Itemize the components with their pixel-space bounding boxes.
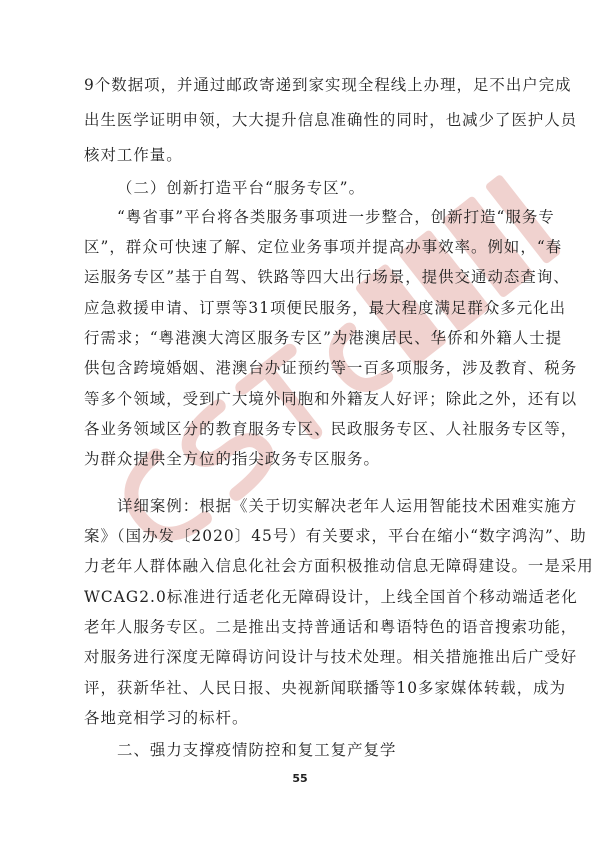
paragraph-line: 核对工作量。 bbox=[84, 146, 183, 164]
case-paragraph-line: 详细案例：根据《关于切实解决老年人运用智能技术困难实施方 bbox=[117, 497, 578, 515]
case-paragraph-line: 案》（国办发〔2020〕45号）有关要求，平台在缩小“数字鸿沟”、助 bbox=[84, 527, 587, 545]
paragraph-line: 应急救援申请、订票等31项便民服务，最大程度满足群众多元化出 bbox=[84, 299, 567, 317]
paragraph-line: 等多个领域，受到广大境外同胞和外籍友人好评；除此之外，还有以 bbox=[84, 390, 578, 408]
section-heading: 二、强力支撑疫情防控和复工复产复学 bbox=[117, 741, 397, 759]
paragraph-line: 供包含跨境婚姻、港澳台办证预约等一百多项服务，涉及教育、税务 bbox=[84, 359, 578, 377]
paragraph-line: 区”，群众可快速了解、定位业务事项并提高办事效率。例如，“春 bbox=[84, 238, 563, 256]
case-paragraph-line: 各地竞相学习的标杆。 bbox=[84, 709, 249, 727]
paragraph-line: 行需求；“粤港澳大湾区服务专区”为港澳居民、华侨和外籍人士提 bbox=[84, 329, 563, 347]
paragraph-line: 各业务领域区分的教育服务专区、民政服务专区、人社服务专区等， bbox=[84, 420, 578, 438]
case-paragraph-line: 对服务进行深度无障碍访问设计与技术处理。相关措施推出后广受好 bbox=[84, 648, 578, 666]
paragraph-line: 9个数据项，并通过邮政寄递到家实现全程线上办理，足不出户完成 bbox=[84, 76, 572, 94]
case-paragraph-line: WCAG2.0标准进行适老化无障碍设计，上线全国首个移动端适老化 bbox=[84, 588, 578, 606]
paragraph-line: “粤省事”平台将各类服务事项进一步整合，创新打造“服务专 bbox=[117, 208, 555, 226]
page-number: 55 bbox=[292, 772, 308, 785]
paragraph-line: 运服务专区”基于自驾、铁路等四大出行场景，提供交通动态查询、 bbox=[84, 268, 570, 286]
case-paragraph-line: 评，获新华社、人民日报、央视新闻联播等10多家媒体转载，成为 bbox=[84, 679, 567, 697]
case-paragraph-line: 老年人服务专区。二是推出支持普通话和粤语特色的语音搜索功能， bbox=[84, 618, 578, 636]
section-subheading: （二）创新打造平台“服务专区”。 bbox=[117, 179, 366, 197]
case-paragraph-line: 力老年人群体融入信息化社会方面积极推动信息无障碍建设。一是采用 bbox=[84, 557, 594, 575]
paragraph-line: 为群众提供全方位的指尖政务专区服务。 bbox=[84, 450, 380, 468]
paragraph-line: 出生医学证明申领，大大提升信息准确性的同时，也减少了医护人员 bbox=[84, 111, 578, 129]
